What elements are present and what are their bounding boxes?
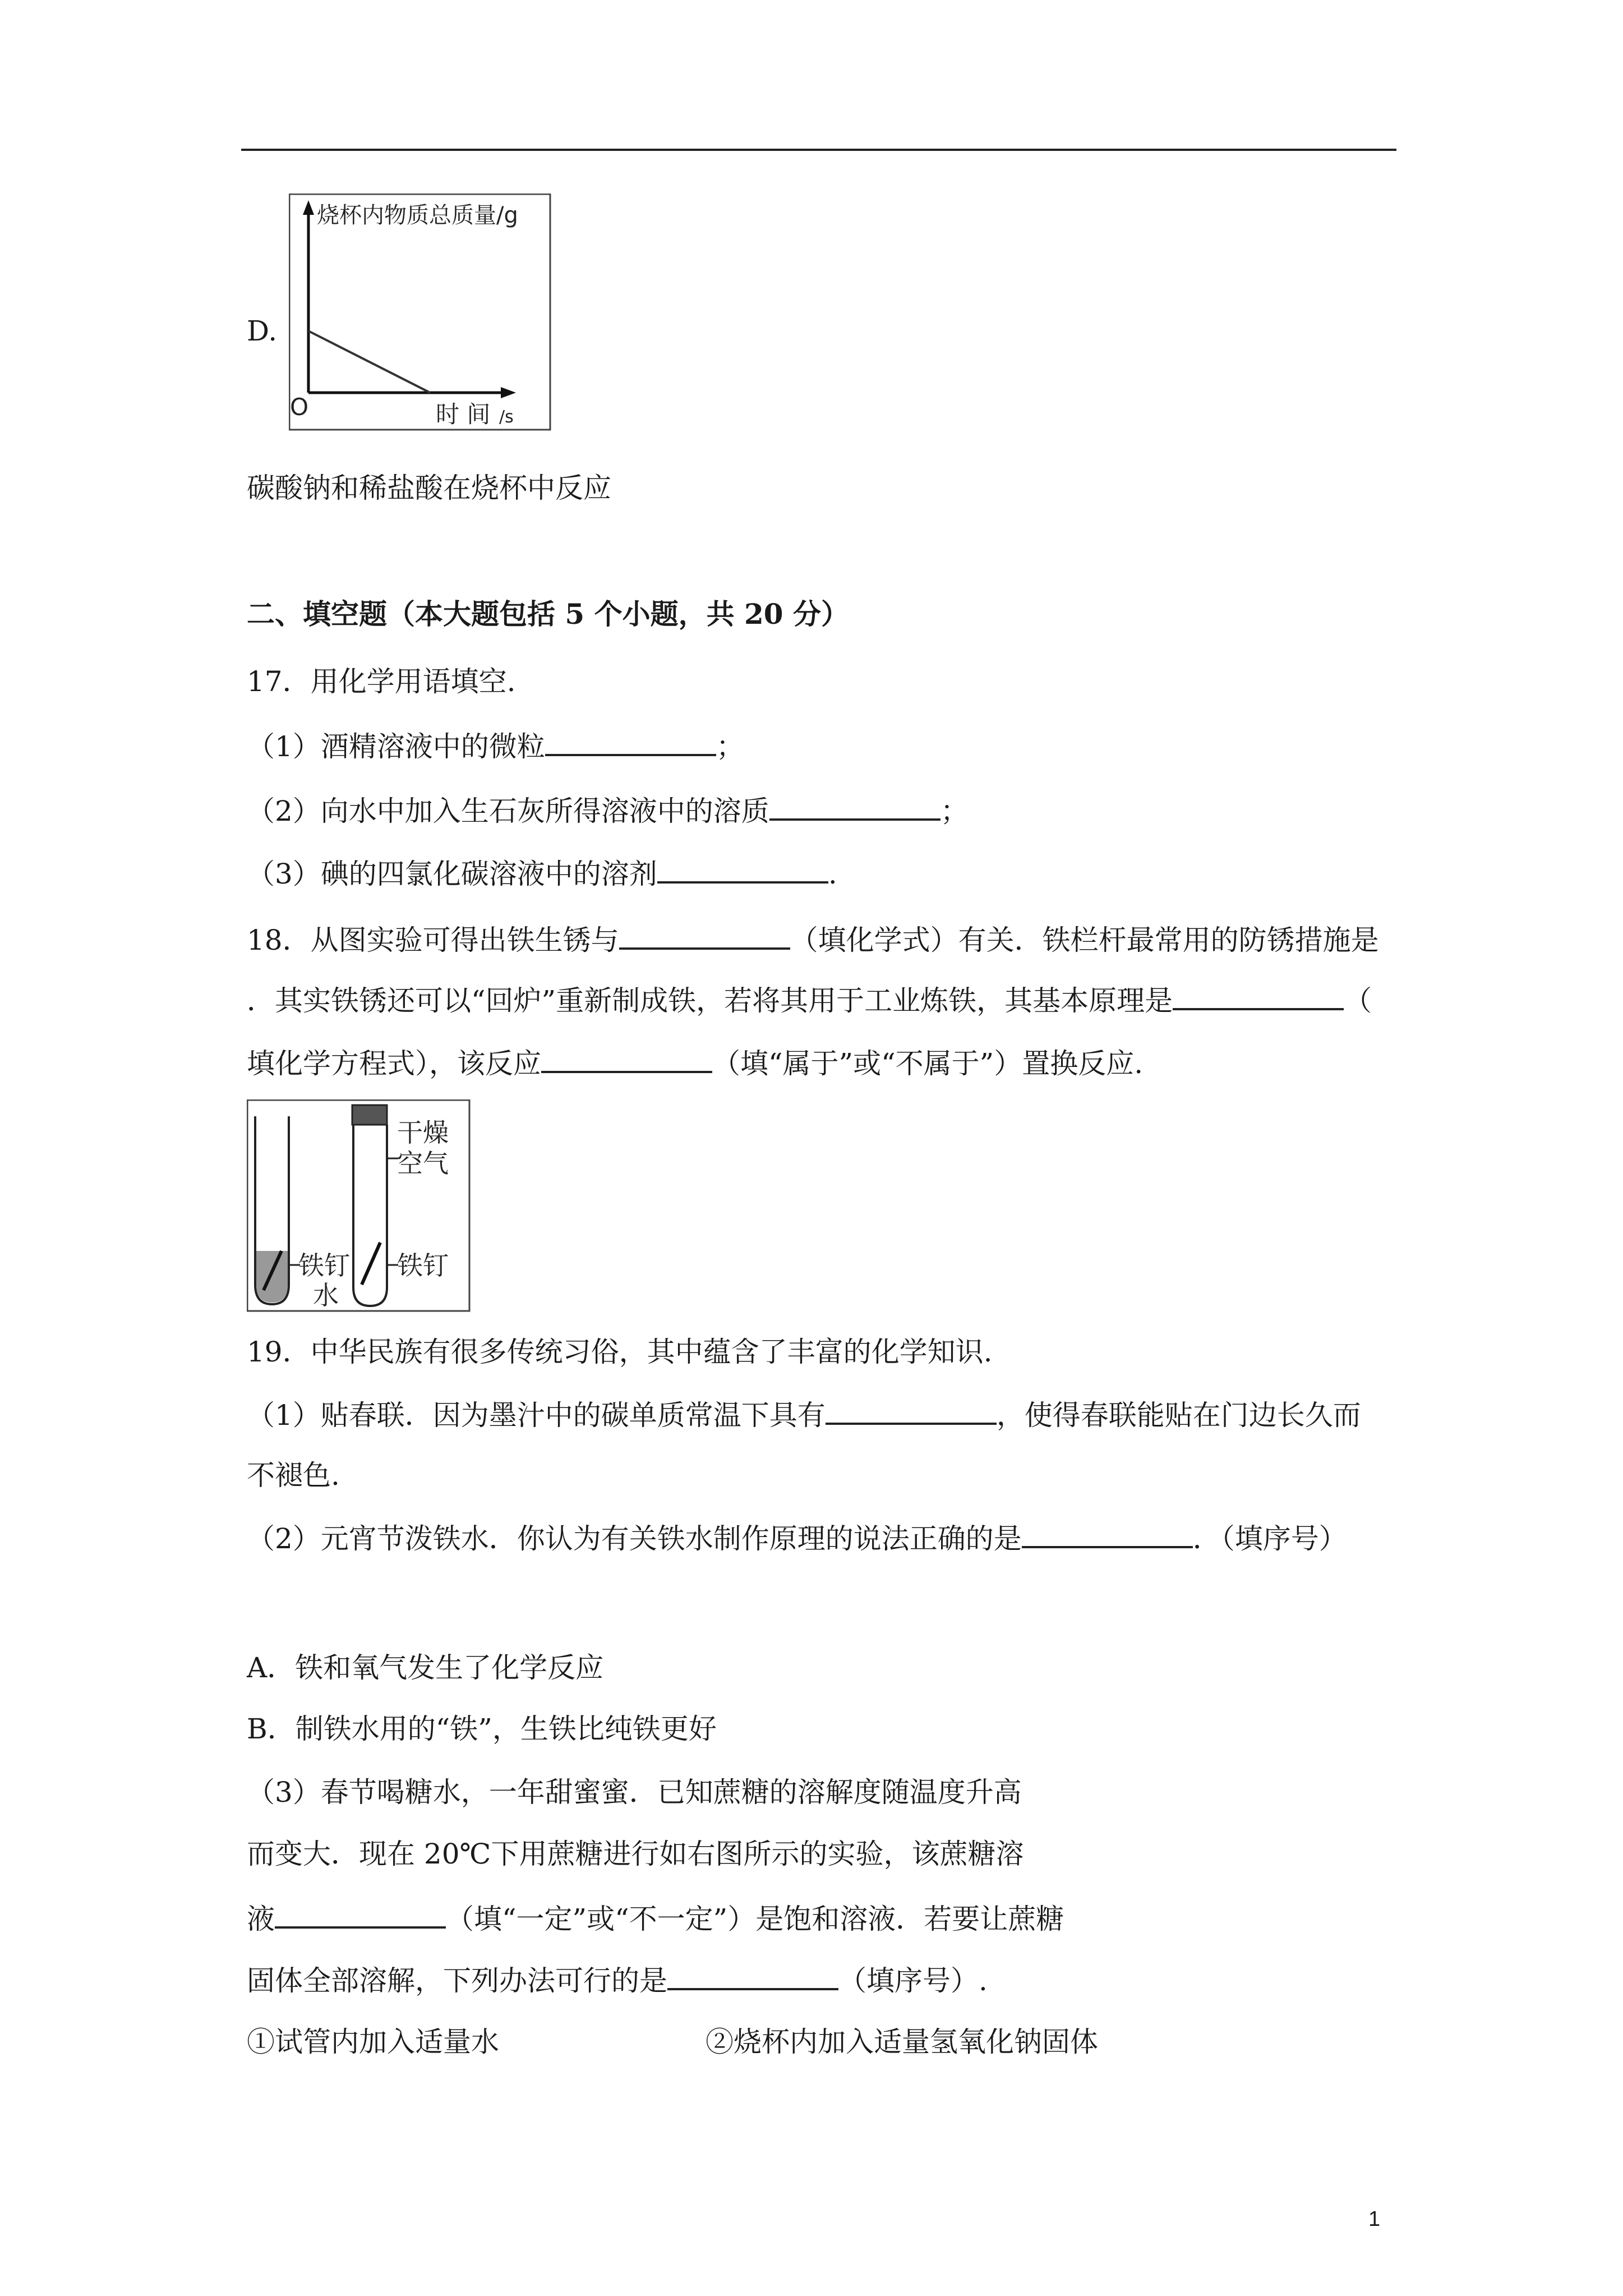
test-tube-figure xyxy=(247,1099,471,1315)
page-number: 1 xyxy=(1368,2207,1381,2231)
q19-sub1-cont: 不褪色. xyxy=(247,1459,340,1492)
section-heading: 二、填空题（本大题包括 5 个小题，共 20 分） xyxy=(247,597,849,631)
tube-2-stopper xyxy=(352,1105,387,1125)
q19-choice-2: ②烧杯内加入适量氢氧化钠固体 xyxy=(706,2026,1098,2058)
tube-2-nail xyxy=(362,1243,380,1285)
q19-choice-1: ①试管内加入适量水 xyxy=(247,2026,499,2058)
q19-sub1: （1）贴春联．因为墨汁中的碳单质常温下具有 ，使得春联能贴在门边长久而 xyxy=(247,1399,1361,1432)
q18-blank3[interactable] xyxy=(541,1046,712,1073)
q19-blank2[interactable] xyxy=(1022,1521,1193,1548)
label-air: 空气 xyxy=(397,1148,449,1179)
q19-blank1[interactable] xyxy=(826,1398,997,1425)
label-nail-2: 铁钉 xyxy=(397,1250,449,1281)
q17-sub3: （3）碘的四氯化碳溶液中的溶剂 . xyxy=(247,858,837,890)
chart-x-unit: /s xyxy=(499,407,514,427)
option-d-caption: 碳酸钠和稀盐酸在烧杯中反应 xyxy=(247,472,611,504)
header-rule xyxy=(241,149,1396,151)
label-water: 水 xyxy=(313,1280,339,1310)
q17-blank1[interactable] xyxy=(545,729,716,756)
q19-option-a: A．铁和氧气发生了化学反应 xyxy=(247,1651,604,1684)
chart-series-line xyxy=(308,331,430,393)
chart-x-label: 时 间 xyxy=(436,401,491,428)
q19-blank3[interactable] xyxy=(275,1902,446,1929)
q17-sub2: （2）向水中加入生石灰所得溶液中的溶质 ； xyxy=(247,795,969,827)
q19-blank4[interactable] xyxy=(667,1963,838,1990)
q19-stem: 19．中华民族有很多传统习俗，其中蕴含了丰富的化学知识. xyxy=(247,1336,993,1368)
q19-option-b: B．制铁水用的“铁”，生铁比纯铁更好 xyxy=(247,1713,717,1745)
q18-line3: 填化学方程式），该反应 （填“属于”或“不属于”）置换反应. xyxy=(247,1047,1144,1080)
chart-origin-label: O xyxy=(290,393,309,421)
label-nail-1: 铁钉 xyxy=(298,1250,350,1281)
tube-2 xyxy=(353,1125,387,1306)
label-dry: 干燥 xyxy=(397,1117,449,1148)
q19-sub3-line2: 而变大．现在 20℃下用蔗糖进行如右图所示的实验，该蔗糖溶 xyxy=(247,1838,1024,1870)
tube-1-water xyxy=(256,1251,288,1303)
chart-y-arrow xyxy=(303,200,314,215)
q17-blank3[interactable] xyxy=(657,857,828,884)
q19-sub3-line1: （3）春节喝糖水，一年甜蜜蜜．已知蔗糖的溶解度随温度升高 xyxy=(247,1776,1022,1809)
chart-y-label: 烧杯内物质总质量/g xyxy=(317,203,518,228)
mass-time-chart xyxy=(289,194,552,437)
q18-line1: 18．从图实验可得出铁生锈与 （填化学式）有关．铁栏杆最常用的防锈措施是 xyxy=(247,924,1379,956)
q19-sub2: （2）元宵节泼铁水．你认为有关铁水制作原理的说法正确的是 ．（填序号） xyxy=(247,1522,1347,1555)
q18-blank2[interactable] xyxy=(1173,983,1344,1010)
option-d-letter: D. xyxy=(247,315,278,347)
q18-line2: ．其实铁锈还可以“回炉”重新制成铁，若将其用于工业炼铁，其基本原理是 （ xyxy=(247,984,1372,1017)
chart-x-arrow xyxy=(501,387,516,398)
q17-stem: 17．用化学用语填空. xyxy=(247,665,516,698)
q17-sub1: （1）酒精溶液中的微粒 ； xyxy=(247,730,744,763)
q19-sub3-line4: 固体全部溶解，下列办法可行的是 （填序号）. xyxy=(247,1964,988,1997)
q17-blank2[interactable] xyxy=(769,794,940,821)
q18-blank1[interactable] xyxy=(619,923,790,950)
q19-sub3-line3: 液 （填“一定”或“不一定”）是饱和溶液．若要让蔗糖 xyxy=(247,1903,1064,1935)
